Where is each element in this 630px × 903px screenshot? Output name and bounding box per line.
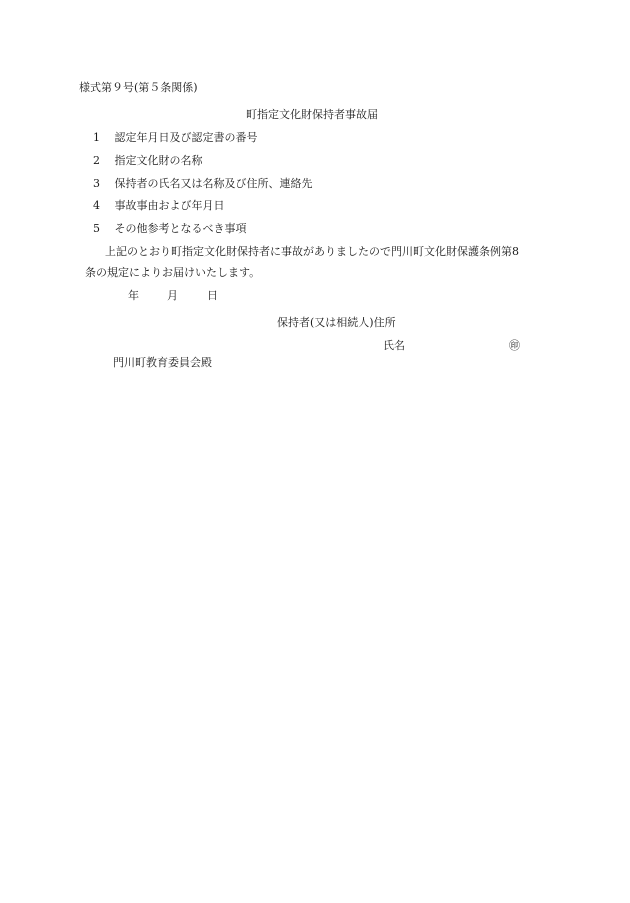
list-item — [93, 177, 313, 191]
item-text: 事故事由および年月日 — [114, 199, 225, 212]
form-label: 様式第９号(第５条関係) — [79, 81, 198, 94]
item-text: 指定文化財の名称 — [114, 154, 203, 167]
item-text: その他参考となるべき事項 — [114, 222, 247, 235]
document-title: 町指定文化財保持者事故届 — [246, 108, 378, 121]
submitter-name-label: 氏名 — [383, 339, 405, 352]
body-line-2: 条の規定によりお届けいたします。 — [85, 266, 261, 279]
seal-mark: ㊞ — [509, 339, 520, 352]
item-number: 3 — [93, 177, 100, 190]
item-text: 認定年月日及び認定書の番号 — [114, 131, 258, 144]
list-item — [93, 154, 203, 168]
addressee: 門川町教育委員会殿 — [113, 356, 212, 369]
body-line-1: 上記のとおり町指定文化財保持者に事故がありましたので門川町文化財保護条例第8 — [105, 245, 519, 258]
list-item — [93, 222, 247, 236]
date-year: 年 — [128, 289, 139, 302]
submitter-address-label: 保持者(又は相続人)住所 — [277, 316, 396, 329]
item-number: 5 — [93, 222, 100, 235]
item-number: 4 — [93, 199, 100, 212]
date-day: 日 — [207, 289, 218, 302]
item-number: 1 — [93, 131, 100, 144]
list-item — [93, 199, 225, 213]
list-item — [93, 131, 258, 145]
date-month: 月 — [167, 289, 178, 302]
item-number: 2 — [93, 154, 100, 167]
item-text: 保持者の氏名又は名称及び住所、連絡先 — [114, 177, 313, 190]
